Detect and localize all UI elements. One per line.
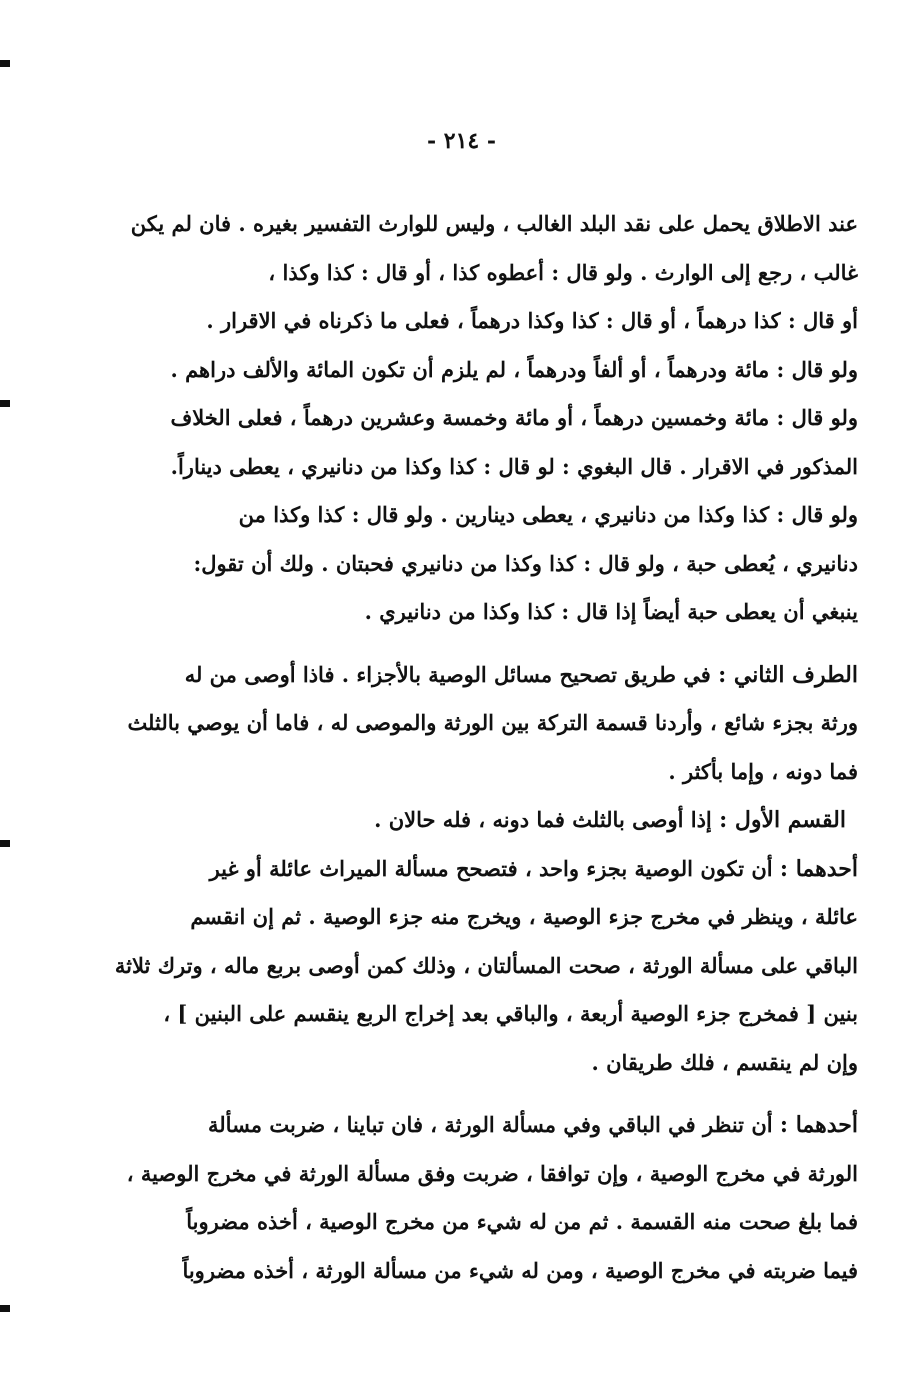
text-span: في طريق تصحيح مسائل الوصية بالأجزاء . فاذا أوصى من له — [184, 661, 711, 687]
text-line: ينبغي أن يعطى حبة أيضاً إذا قال : كذا وكذا من دنانيري . — [364, 599, 858, 624]
edge-mark — [0, 60, 10, 67]
text-span: أن تكون الوصية بجزء واحد ، فتصحح مسألة الميراث عائلة أو غير — [209, 855, 773, 881]
text-line: ورثة بجزء شائع ، وأردنا قسمة التركة بين الورثة والموصى له ، فاما أن يوصي بالثلث — [127, 710, 858, 735]
text-line: دنانيري ، يُعطى حبة ، ولو قال : كذا وكذا من دنانيري فحبتان . ولك أن تقول: — [193, 550, 858, 576]
paragraph — [66, 200, 858, 637]
edge-mark — [0, 400, 10, 407]
text-line: ولو قال : مائة ودرهماً ، أو ألفاً ودرهماً ، لم يلزم أن تكون المائة والألف دراهم . — [170, 356, 858, 382]
text-line — [66, 845, 858, 894]
section-heading: أحدهما : — [779, 855, 858, 882]
text-line: أو قال : كذا درهماً ، أو قال : كذا وكذا درهماً ، فعلى ما ذكرناه في الاقرار . — [206, 308, 858, 333]
text-line: الباقي على مسألة الورثة ، صحت المسألتان ، وذلك كمن أوصى بربع ماله ، وترك ثلاثة — [114, 952, 858, 978]
paragraph — [66, 796, 858, 845]
edge-mark — [0, 840, 10, 847]
paragraph — [66, 1101, 858, 1295]
text-span: أن تنظر في الباقي وفي مسألة الورثة ، فان تباينا ، ضربت مسألة — [208, 1112, 773, 1137]
text-line — [66, 1101, 858, 1150]
text-span: إذا أوصى بالثلث فما دونه ، فله حالان . — [374, 807, 712, 832]
text-line: ولو قال : مائة وخمسين درهماً ، أو مائة وخمسة وعشرين درهماً ، فعلى الخلاف — [170, 405, 858, 430]
text-line: غالب ، رجع إلى الوارث . ولو قال : أعطوه كذا ، أو قال : كذا وكذا ، — [268, 259, 858, 285]
text-line: المذكور في الاقرار . قال البغوي : لو قال : كذا وكذا من دنانيري ، يعطى ديناراً. — [170, 453, 858, 479]
text-line: عائلة ، وينظر في مخرج جزء الوصية ، ويخرج منه جزء الوصية . ثم إن انقسم — [190, 904, 858, 929]
section-heading: القسم الأول : — [719, 807, 846, 833]
section-heading: أحدهما : — [779, 1112, 858, 1138]
text-line — [66, 796, 846, 845]
text-line — [66, 651, 858, 700]
text-line: فما دونه ، وإما بأكثر . — [668, 758, 858, 784]
text-line: عند الاطلاق يحمل على نقد البلد الغالب ، وليس للوارث التفسير بغيره . فان لم يكن — [130, 211, 858, 236]
page-body — [66, 200, 858, 1295]
section-heading: الطرف الثاني : — [718, 661, 858, 688]
paragraph — [66, 651, 858, 797]
text-line: الورثة في مخرج الوصية ، وإن توافقا ، ضربت وفق مسألة الورثة في مخرج الوصية ، — [126, 1160, 858, 1186]
text-line: فيما ضربته في مخرج الوصية ، ومن له شيء من مسألة الورثة ، أخذه مضروباً — [182, 1257, 858, 1283]
text-line: فما بلغ صحت منه القسمة . ثم من له شيء من مخرج الوصية ، أخذه مضروباً — [186, 1209, 858, 1234]
text-line: وإن لم ينقسم ، فلك طريقان . — [591, 1049, 858, 1075]
page-number: - ٢١٤ - — [426, 128, 497, 154]
text-line: بنين [ فمخرج جزء الوصية أربعة ، والباقي بعد إخراج الربع ينقسم على البنين ] ، — [163, 1001, 858, 1026]
edge-mark — [0, 1305, 10, 1312]
paragraph — [66, 845, 858, 1088]
text-line: ولو قال : كذا وكذا من دنانيري ، يعطى دينارين . ولو قال : كذا وكذا من — [238, 502, 858, 527]
